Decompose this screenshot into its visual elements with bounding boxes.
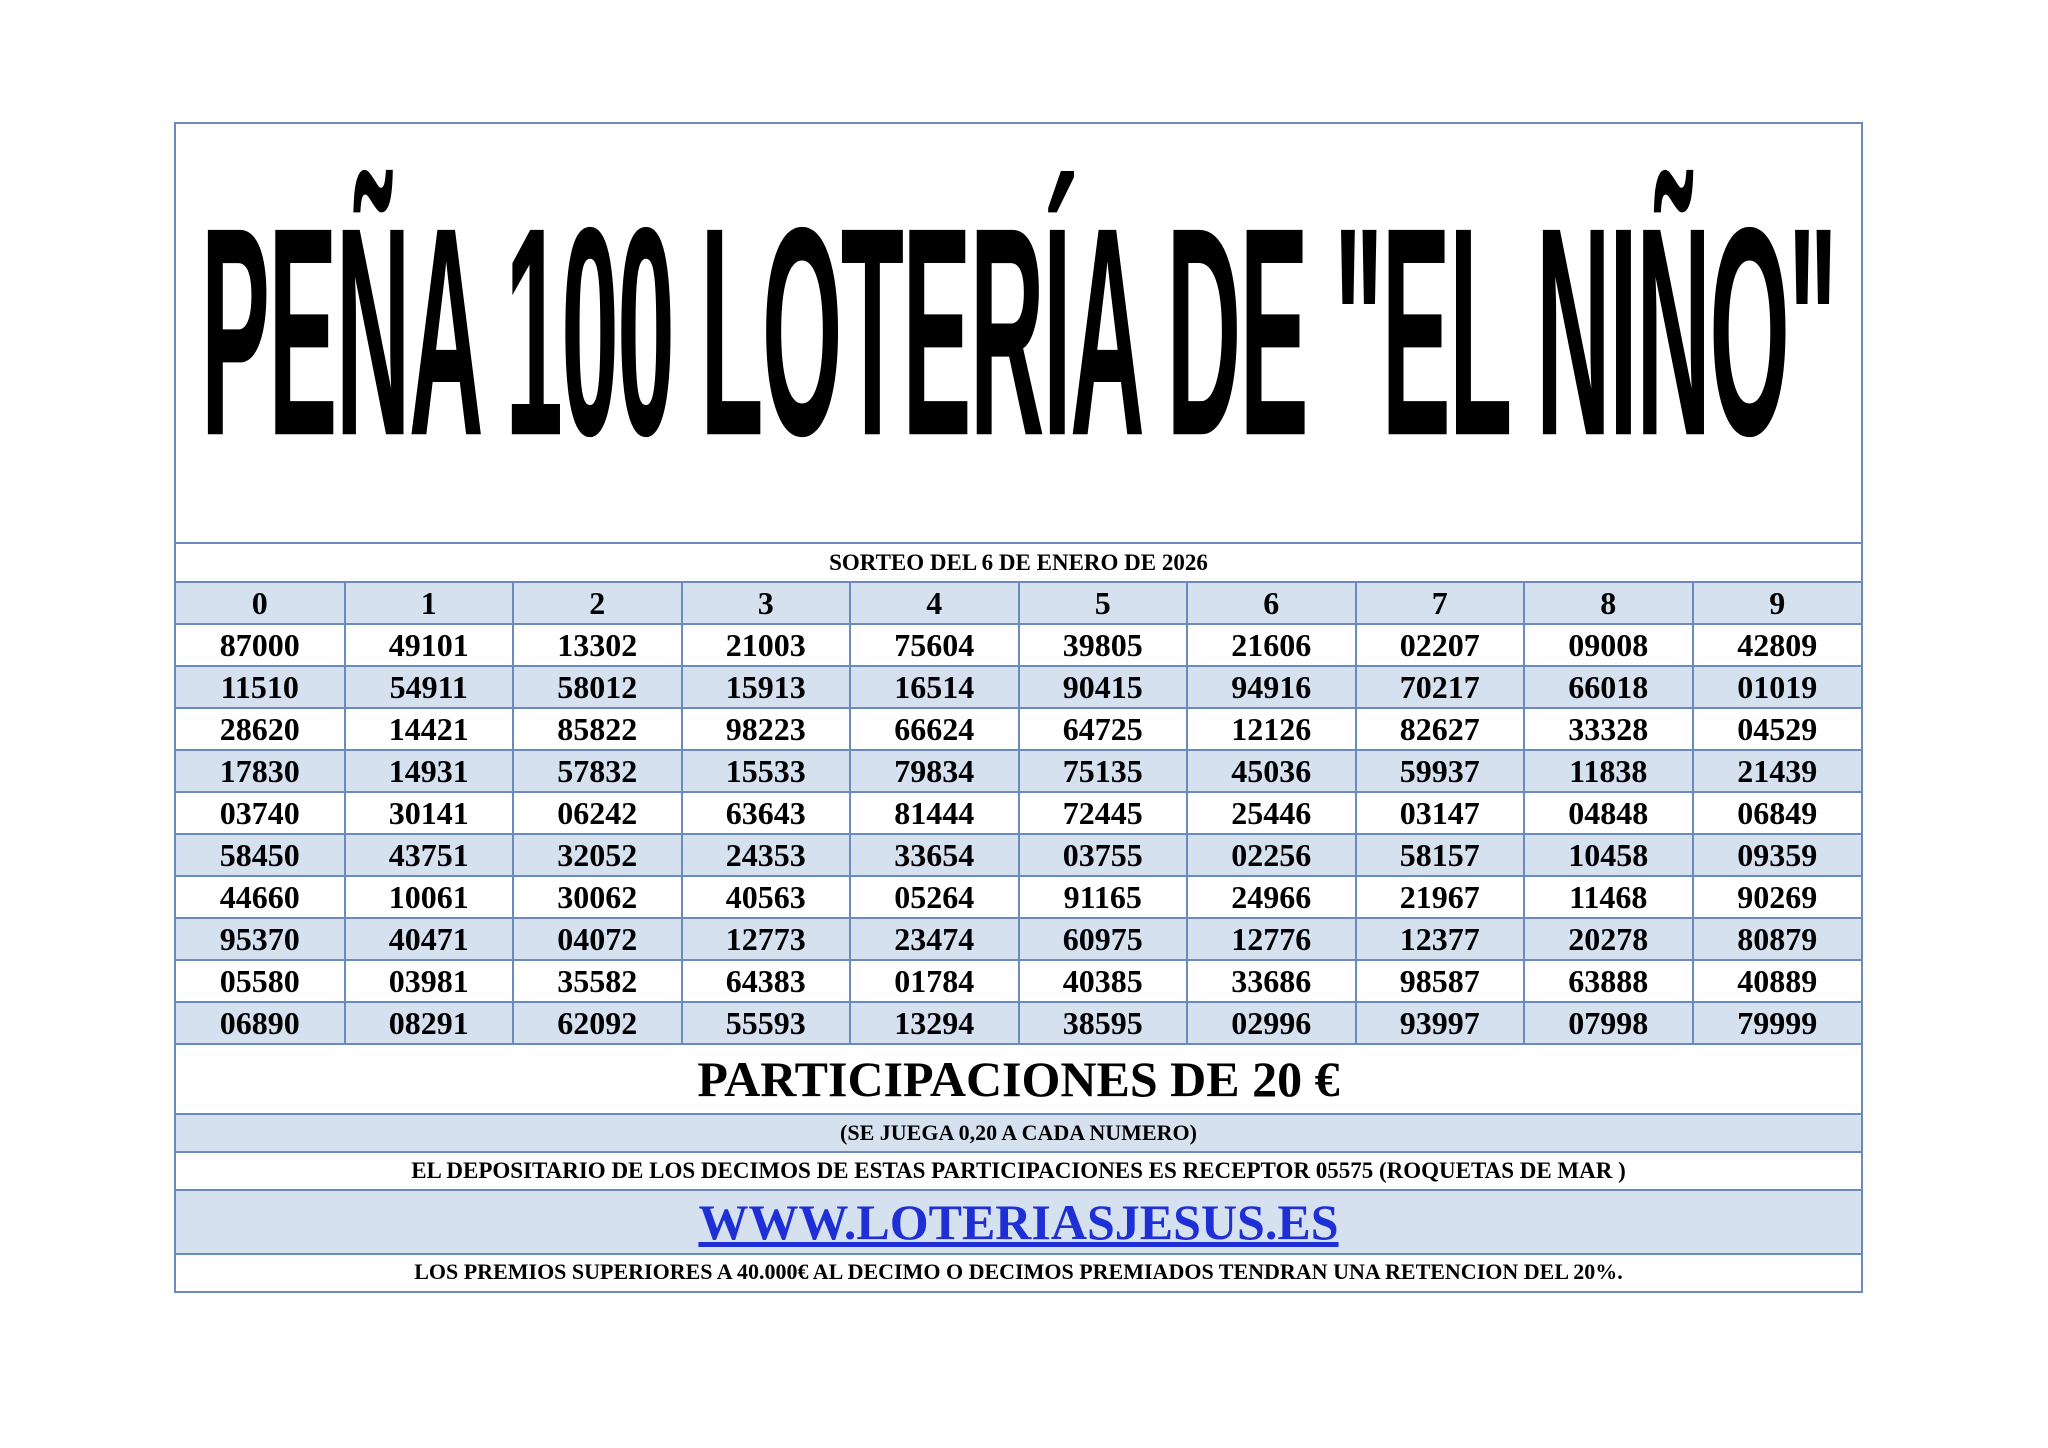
lottery-sheet [174, 122, 1863, 1293]
lottery-number: 44660 [176, 876, 345, 918]
draw-date: SORTEO DEL 6 DE ENERO DE 2026 [176, 544, 1861, 583]
lottery-number: 23474 [850, 918, 1019, 960]
lottery-number: 24353 [682, 834, 851, 876]
lottery-number: 79834 [850, 750, 1019, 792]
lottery-number: 16514 [850, 666, 1019, 708]
lottery-number: 98587 [1356, 960, 1525, 1002]
lottery-number: 21606 [1187, 624, 1356, 666]
numbers-body [176, 624, 1861, 1043]
lottery-number: 85822 [513, 708, 682, 750]
lottery-number: 59937 [1356, 750, 1525, 792]
number-row [176, 666, 1861, 708]
lottery-number: 15533 [682, 750, 851, 792]
lottery-number: 64383 [682, 960, 851, 1002]
premios-note: LOS PREMIOS SUPERIORES A 40.000€ AL DECIMO O DECIMOS PREMIADOS TENDRAN UNA RETENCION DEL 20%. [414, 1259, 1623, 1284]
lottery-number: 72445 [1019, 792, 1188, 834]
column-header-row [176, 583, 1861, 624]
lottery-number: 79999 [1693, 1002, 1862, 1043]
lottery-number: 01019 [1693, 666, 1862, 708]
lottery-number: 39805 [1019, 624, 1188, 666]
lottery-number: 03981 [345, 960, 514, 1002]
lottery-number: 63643 [682, 792, 851, 834]
lottery-number: 10458 [1524, 834, 1693, 876]
lottery-number: 81444 [850, 792, 1019, 834]
lottery-number: 03740 [176, 792, 345, 834]
lottery-number: 09359 [1693, 834, 1862, 876]
lottery-number: 90269 [1693, 876, 1862, 918]
lottery-number: 06242 [513, 792, 682, 834]
lottery-number: 21003 [682, 624, 851, 666]
lottery-number: 55593 [682, 1002, 851, 1043]
lottery-number: 05580 [176, 960, 345, 1002]
column-header: 7 [1356, 583, 1525, 624]
lottery-number: 94916 [1187, 666, 1356, 708]
lottery-number: 02207 [1356, 624, 1525, 666]
column-header: 0 [176, 583, 345, 624]
lottery-number: 13302 [513, 624, 682, 666]
lottery-number: 15913 [682, 666, 851, 708]
website-row [176, 1191, 1861, 1255]
number-row [176, 918, 1861, 960]
lottery-number: 13294 [850, 1002, 1019, 1043]
lottery-number: 82627 [1356, 708, 1525, 750]
lottery-number: 24966 [1187, 876, 1356, 918]
lottery-number: 11468 [1524, 876, 1693, 918]
lottery-number: 58450 [176, 834, 345, 876]
lottery-number: 63888 [1524, 960, 1693, 1002]
lottery-number: 12377 [1356, 918, 1525, 960]
lottery-number: 05264 [850, 876, 1019, 918]
lottery-number: 04072 [513, 918, 682, 960]
lottery-number: 43751 [345, 834, 514, 876]
lottery-number: 14421 [345, 708, 514, 750]
lottery-number: 64725 [1019, 708, 1188, 750]
lottery-number: 11838 [1524, 750, 1693, 792]
lottery-number: 98223 [682, 708, 851, 750]
lottery-number: 49101 [345, 624, 514, 666]
title-row [176, 124, 1861, 544]
lottery-number: 40471 [345, 918, 514, 960]
website-link[interactable]: WWW.LOTERIASJESUS.ES [698, 1194, 1339, 1250]
number-row [176, 750, 1861, 792]
lottery-number: 40385 [1019, 960, 1188, 1002]
lottery-number: 11510 [176, 666, 345, 708]
lottery-number: 95370 [176, 918, 345, 960]
lottery-number: 42809 [1693, 624, 1862, 666]
number-row [176, 792, 1861, 834]
lottery-number: 75135 [1019, 750, 1188, 792]
lottery-number: 54911 [345, 666, 514, 708]
lottery-number: 09008 [1524, 624, 1693, 666]
lottery-number: 45036 [1187, 750, 1356, 792]
lottery-number: 21967 [1356, 876, 1525, 918]
lottery-number: 06849 [1693, 792, 1862, 834]
number-row [176, 960, 1861, 1002]
lottery-number: 04529 [1693, 708, 1862, 750]
lottery-number: 01784 [850, 960, 1019, 1002]
number-row [176, 708, 1861, 750]
lottery-number: 08291 [345, 1002, 514, 1043]
lottery-number: 20278 [1524, 918, 1693, 960]
lottery-number: 62092 [513, 1002, 682, 1043]
juega-note: (SE JUEGA 0,20 A CADA NUMERO) [176, 1115, 1861, 1153]
lottery-number: 30062 [513, 876, 682, 918]
column-header: 8 [1524, 583, 1693, 624]
lottery-number: 33328 [1524, 708, 1693, 750]
lottery-number: 30141 [345, 792, 514, 834]
lottery-number: 32052 [513, 834, 682, 876]
column-header: 2 [513, 583, 682, 624]
lottery-number: 17830 [176, 750, 345, 792]
column-header: 3 [682, 583, 851, 624]
lottery-number: 87000 [176, 624, 345, 666]
lottery-number: 33654 [850, 834, 1019, 876]
lottery-number: 02996 [1187, 1002, 1356, 1043]
lottery-number: 28620 [176, 708, 345, 750]
lottery-number: 90415 [1019, 666, 1188, 708]
column-header: 5 [1019, 583, 1188, 624]
lottery-number: 38595 [1019, 1002, 1188, 1043]
lottery-number: 66624 [850, 708, 1019, 750]
numbers-table [176, 583, 1861, 1043]
lottery-number: 93997 [1356, 1002, 1525, 1043]
column-header: 4 [850, 583, 1019, 624]
lottery-number: 75604 [850, 624, 1019, 666]
lottery-number: 57832 [513, 750, 682, 792]
lottery-number: 12776 [1187, 918, 1356, 960]
column-header: 9 [1693, 583, 1862, 624]
numbers-table-wrap [176, 583, 1861, 1045]
lottery-number: 10061 [345, 876, 514, 918]
lottery-number: 35582 [513, 960, 682, 1002]
lottery-number: 40889 [1693, 960, 1862, 1002]
lottery-number: 58157 [1356, 834, 1525, 876]
lottery-number: 25446 [1187, 792, 1356, 834]
lottery-number: 21439 [1693, 750, 1862, 792]
lottery-number: 14931 [345, 750, 514, 792]
lottery-number: 58012 [513, 666, 682, 708]
column-header: 6 [1187, 583, 1356, 624]
lottery-number: 02256 [1187, 834, 1356, 876]
number-row [176, 876, 1861, 918]
lottery-number: 66018 [1524, 666, 1693, 708]
number-row [176, 624, 1861, 666]
number-row [176, 1002, 1861, 1043]
lottery-number: 12126 [1187, 708, 1356, 750]
lottery-number: 03147 [1356, 792, 1525, 834]
depositario-note: EL DEPOSITARIO DE LOS DECIMOS DE ESTAS PARTICIPACIONES ES RECEPTOR 05575 (ROQUETAS DE MAR ) [176, 1153, 1861, 1191]
participaciones-price: PARTICIPACIONES DE 20 € [176, 1045, 1861, 1115]
lottery-number: 12773 [682, 918, 851, 960]
lottery-number: 70217 [1356, 666, 1525, 708]
lottery-number: 60975 [1019, 918, 1188, 960]
lottery-number: 33686 [1187, 960, 1356, 1002]
lottery-number: 40563 [682, 876, 851, 918]
lottery-number: 07998 [1524, 1002, 1693, 1043]
column-header: 1 [345, 583, 514, 624]
lottery-number: 03755 [1019, 834, 1188, 876]
lottery-number: 04848 [1524, 792, 1693, 834]
number-row [176, 834, 1861, 876]
main-title: PEÑA 100 LOTERÍA DE "EL NIÑO" [201, 166, 1836, 498]
lottery-number: 06890 [176, 1002, 345, 1043]
lottery-number: 91165 [1019, 876, 1188, 918]
lottery-number: 80879 [1693, 918, 1862, 960]
